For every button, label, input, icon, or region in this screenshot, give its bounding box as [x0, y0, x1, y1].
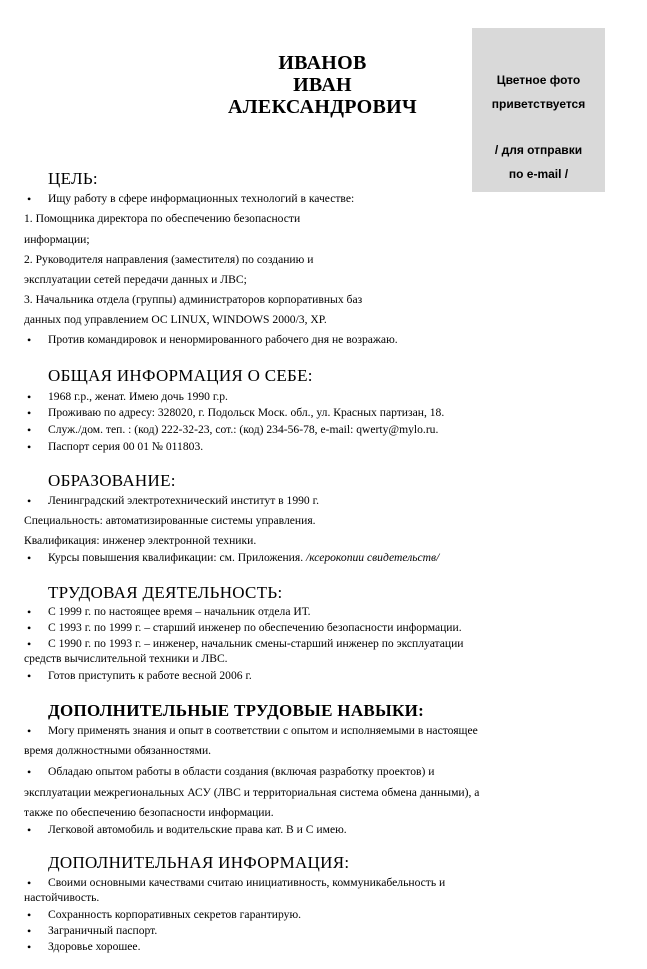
- list-item: • Проживаю по адресу: 328020, г. Подольск Моск. обл., ул. Красных партизан, 18.: [24, 406, 596, 420]
- list-item: • С 1990 г. по 1993 г. – инженер, начальник смены-старший инженер по эксплуатации: [24, 637, 596, 651]
- section-title-extra: ДОПОЛНИТЕЛЬНАЯ ИНФОРМАЦИЯ:: [48, 853, 350, 872]
- list-item: [24, 551, 596, 565]
- text-line: данных под управлением ОС LINUX, WINDOWS 2000/3, XP.: [24, 313, 327, 326]
- patronymic: АЛЕКСАНДРОВИЧ: [227, 96, 418, 118]
- text-line: эксплуатации сетей передачи данных и ЛВС;: [24, 273, 247, 286]
- list-item: • С 1999 г. по настоящее время – начальник отдела ИТ.: [24, 605, 596, 619]
- list-item: • Служ./дом. теп. : (код) 222-32-23, сот.: (код) 234-56-78, e-mail: qwerty@mylo.ru.: [24, 423, 596, 437]
- text-line: эксплуатации межрегиональных АСУ (ЛВС и территориальная система обмена данными), а: [24, 786, 480, 799]
- list-item: • Легковой автомобиль и водительские права кат. В и С имею.: [24, 823, 596, 837]
- list-item: • Обладаю опытом работы в области создания (включая разработку проектов) и: [24, 765, 596, 779]
- list-item: • Здоровье хорошее.: [24, 940, 596, 954]
- section-title-education: ОБРАЗОВАНИЕ:: [48, 471, 176, 490]
- candidate-name: [195, 52, 450, 118]
- list-item: • Ленинградский электротехнический институт в 1990 г.: [24, 494, 596, 508]
- text-line: Специальность: автоматизированные системы управления.: [24, 514, 316, 527]
- text-line: время должностными обязанностями.: [24, 744, 212, 757]
- list-item: • Паспорт серия 00 01 № 011803.: [24, 440, 596, 454]
- surname: ИВАНОВ: [278, 52, 367, 74]
- list-item: • Заграничный паспорт.: [24, 924, 596, 938]
- list-item: • С 1993 г. по 1999 г. – старший инженер по обеспечению безопасности информации.: [24, 621, 596, 635]
- section-title-general: ОБЩАЯ ИНФОРМАЦИЯ О СЕБЕ:: [48, 366, 313, 385]
- photo-note-line-2: приветствуется: [491, 97, 586, 111]
- text-line: 1. Помощника директора по обеспечению безопасности: [24, 212, 301, 225]
- text-line: средств вычислительной техники и ЛВС.: [24, 652, 228, 665]
- list-item: • Против командировок и ненормированного рабочего дня не возражаю.: [24, 333, 596, 347]
- section-title-goal: ЦЕЛЬ:: [48, 169, 98, 188]
- text-line: 3. Начальника отдела (группы) администраторов корпоративных баз: [24, 293, 363, 306]
- section-title-work: ТРУДОВАЯ ДЕЯТЕЛЬНОСТЬ:: [48, 583, 283, 602]
- photo-note-line-4: по e-mail /: [508, 167, 569, 181]
- first-name: ИВАН: [293, 74, 352, 96]
- list-item: • Ищу работу в сфере информационных технологий в качестве:: [24, 192, 596, 206]
- text-line: также по обеспечению безопасности информации.: [24, 806, 274, 819]
- photo-placeholder: [472, 28, 605, 192]
- section-title-skills: ДОПОЛНИТЕЛЬНЫЕ ТРУДОВЫЕ НАВЫКИ:: [48, 701, 425, 720]
- courses-note: /ксерокопии свидетельств/: [306, 551, 440, 564]
- courses-text: Курсы повышения квалификации: см. Приложения.: [48, 551, 306, 564]
- list-item: • Могу применять знания и опыт в соответствии с опытом и исполняемыми в настоящее: [24, 724, 596, 738]
- list-item: • Готов приступить к работе весной 2006 г.: [24, 669, 596, 683]
- list-item: • Своими основными качествами считаю инициативность, коммуникабельность и: [24, 876, 596, 890]
- photo-note-line-1: Цветное фото: [496, 73, 581, 87]
- list-item: • 1968 г.р., женат. Имею дочь 1990 г.р.: [24, 390, 596, 404]
- text-line: настойчивость.: [24, 891, 100, 904]
- list-item: • Сохранность корпоративных секретов гарантирую.: [24, 908, 596, 922]
- text-line: Квалификация: инженер электронной техники.: [24, 534, 257, 547]
- text-line: информации;: [24, 233, 90, 246]
- text-line: 2. Руководителя направления (заместителя) по созданию и: [24, 253, 314, 266]
- photo-note-line-3: / для отправки: [494, 143, 583, 157]
